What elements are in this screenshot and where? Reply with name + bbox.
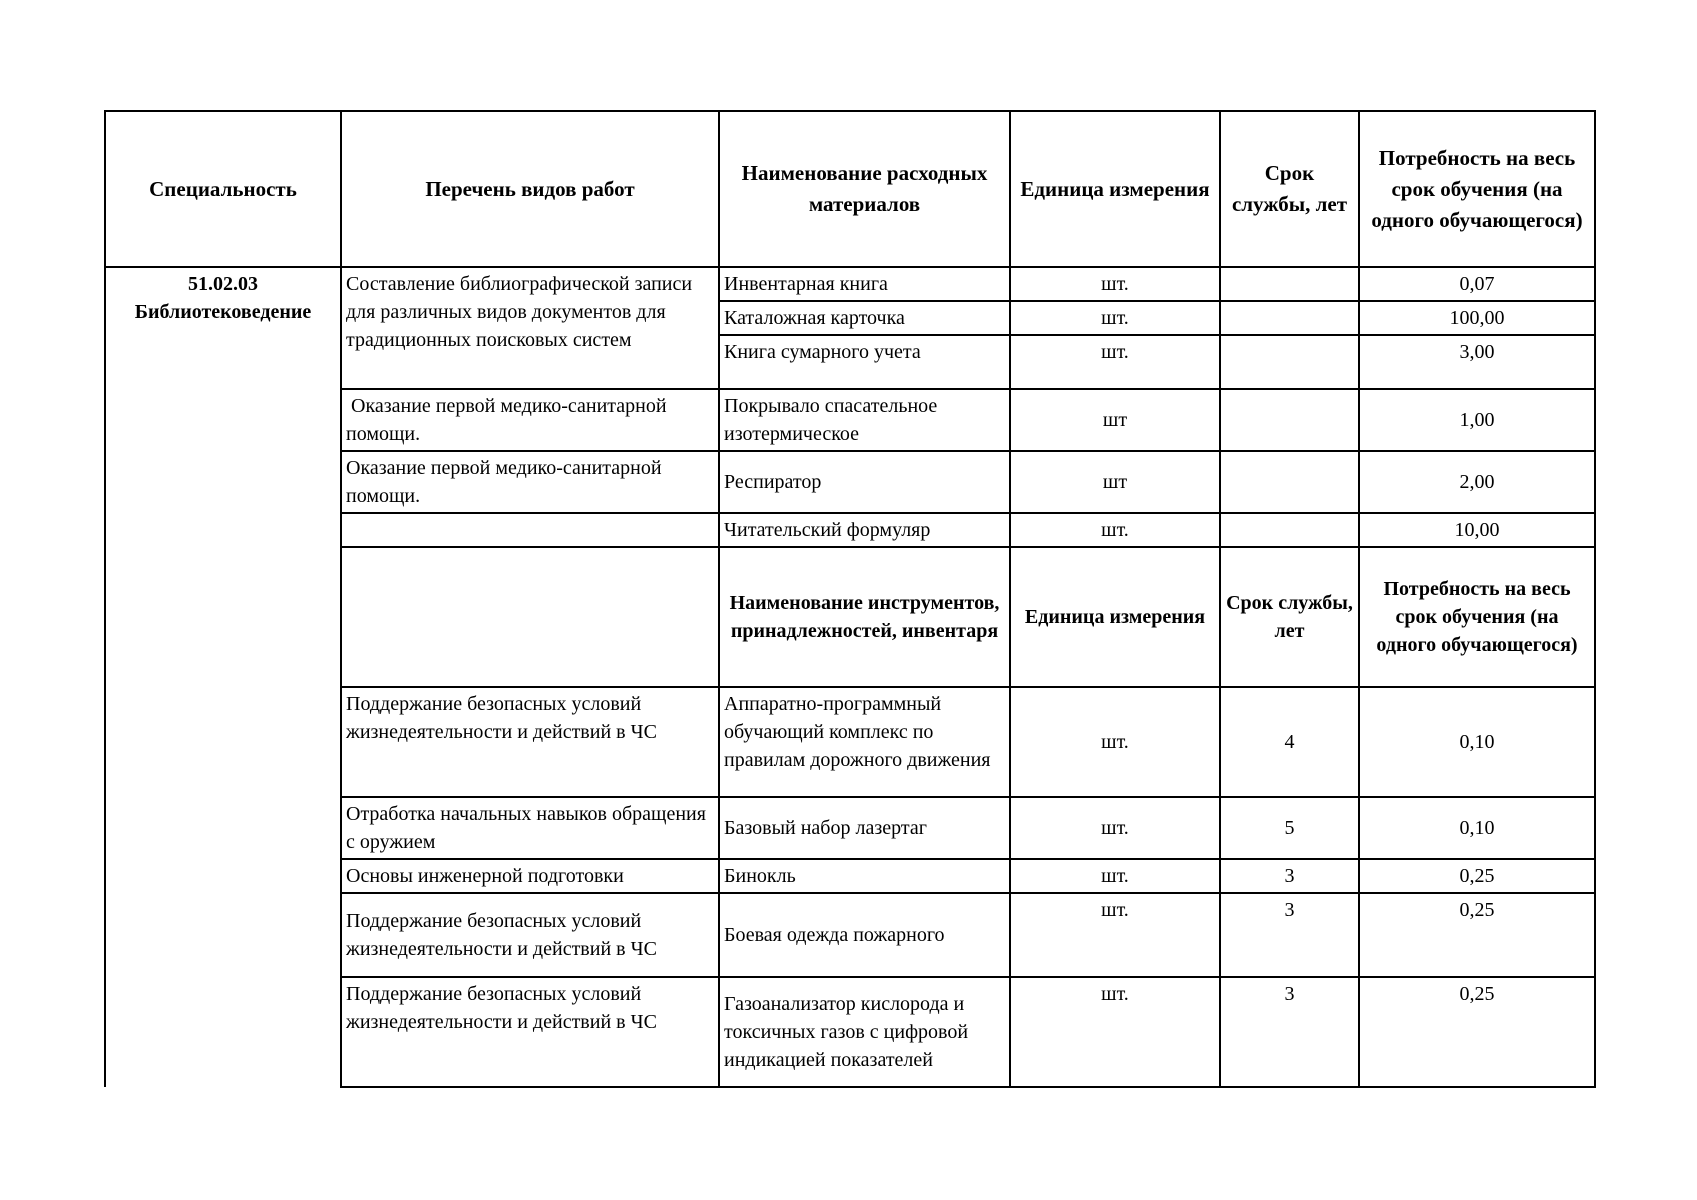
unit-cell: шт. xyxy=(1010,859,1220,893)
need-cell: 100,00 xyxy=(1359,301,1595,335)
term-cell xyxy=(1220,451,1359,513)
unit-cell: шт. xyxy=(1010,893,1220,977)
header-unit: Единица измерения xyxy=(1010,111,1220,267)
header-row xyxy=(105,111,1595,267)
item-cell: Покрывало спасательное изотермическое xyxy=(719,389,1010,451)
unit-cell: шт xyxy=(1010,389,1220,451)
need-cell: 2,00 xyxy=(1359,451,1595,513)
term-cell xyxy=(1220,335,1359,389)
need-cell: 0,07 xyxy=(1359,267,1595,301)
need-cell: 0,25 xyxy=(1359,977,1595,1087)
table-row xyxy=(105,267,1595,301)
specialty-cell xyxy=(105,267,341,1087)
item-cell: Каталожная карточка xyxy=(719,301,1010,335)
item-cell: Инвентарная книга xyxy=(719,267,1010,301)
item-cell: Респиратор xyxy=(719,451,1010,513)
specialty-name: Библиотековедение xyxy=(134,301,312,323)
term-cell xyxy=(1220,389,1359,451)
need-cell: 0,25 xyxy=(1359,859,1595,893)
need-cell: 10,00 xyxy=(1359,513,1595,547)
unit-cell: шт. xyxy=(1010,687,1220,797)
unit-cell: шт. xyxy=(1010,797,1220,859)
work-cell: Поддержание безопасных условий жизнедеятельности и действий в ЧС xyxy=(341,687,719,797)
need-cell: 1,00 xyxy=(1359,389,1595,451)
term-cell xyxy=(1220,301,1359,335)
work-cell xyxy=(341,513,719,547)
work-cell: Поддержание безопасных условий жизнедеятельности и действий в ЧС xyxy=(341,977,719,1087)
subheader-unit: Единица измерения xyxy=(1010,547,1220,687)
item-cell: Бинокль xyxy=(719,859,1010,893)
subheader-service-life: Срок службы, лет xyxy=(1220,547,1359,687)
term-cell: 3 xyxy=(1220,859,1359,893)
term-cell: 5 xyxy=(1220,797,1359,859)
header-specialty: Специальность xyxy=(105,111,341,267)
need-cell: 3,00 xyxy=(1359,335,1595,389)
unit-cell: шт. xyxy=(1010,301,1220,335)
header-work-types: Перечень видов работ xyxy=(341,111,719,267)
work-cell: Основы инженерной подготовки xyxy=(341,859,719,893)
subheader-work-empty xyxy=(341,547,719,687)
subheader-tool-name: Наименование инструментов, принадлежностей, инвентаря xyxy=(719,547,1010,687)
materials-table xyxy=(104,110,1596,1088)
subheader-need: Потребность на весь срок обучения (на одного обучающегося) xyxy=(1359,547,1595,687)
specialty-code: 51.02.03 xyxy=(188,273,258,295)
item-cell: Аппаратно-программный обучающий комплекс по правилам дорожного движения xyxy=(719,687,1010,797)
unit-cell: шт. xyxy=(1010,335,1220,389)
header-material-name: Наименование расходных материалов xyxy=(719,111,1010,267)
unit-cell: шт. xyxy=(1010,267,1220,301)
term-cell xyxy=(1220,267,1359,301)
work-cell: Отработка начальных навыков обращения с оружием xyxy=(341,797,719,859)
header-need: Потребность на весь срок обучения (на одного обучающегося) xyxy=(1359,111,1595,267)
document-sheet xyxy=(104,110,1594,1088)
work-cell: Оказание первой медико-санитарной помощи. xyxy=(341,451,719,513)
unit-cell: шт. xyxy=(1010,977,1220,1087)
item-cell: Читательский формуляр xyxy=(719,513,1010,547)
item-cell: Газоанализатор кислорода и токсичных газов с цифровой индикацией показателей xyxy=(719,977,1010,1087)
work-cell: Поддержание безопасных условий жизнедеятельности и действий в ЧС xyxy=(341,893,719,977)
unit-cell: шт xyxy=(1010,451,1220,513)
term-cell: 3 xyxy=(1220,977,1359,1087)
work-cell: Оказание первой медико-санитарной помощи. xyxy=(341,389,719,451)
term-cell: 3 xyxy=(1220,893,1359,977)
header-service-life: Срок службы, лет xyxy=(1220,111,1359,267)
need-cell: 0,25 xyxy=(1359,893,1595,977)
item-cell: Боевая одежда пожарного xyxy=(719,893,1010,977)
item-cell: Базовый набор лазертаг xyxy=(719,797,1010,859)
item-cell: Книга сумарного учета xyxy=(719,335,1010,389)
unit-cell: шт. xyxy=(1010,513,1220,547)
work-cell: Составление библиографической записи для различных видов документов для традиционных поисковых систем xyxy=(341,267,719,389)
term-cell xyxy=(1220,513,1359,547)
need-cell: 0,10 xyxy=(1359,687,1595,797)
term-cell: 4 xyxy=(1220,687,1359,797)
need-cell: 0,10 xyxy=(1359,797,1595,859)
